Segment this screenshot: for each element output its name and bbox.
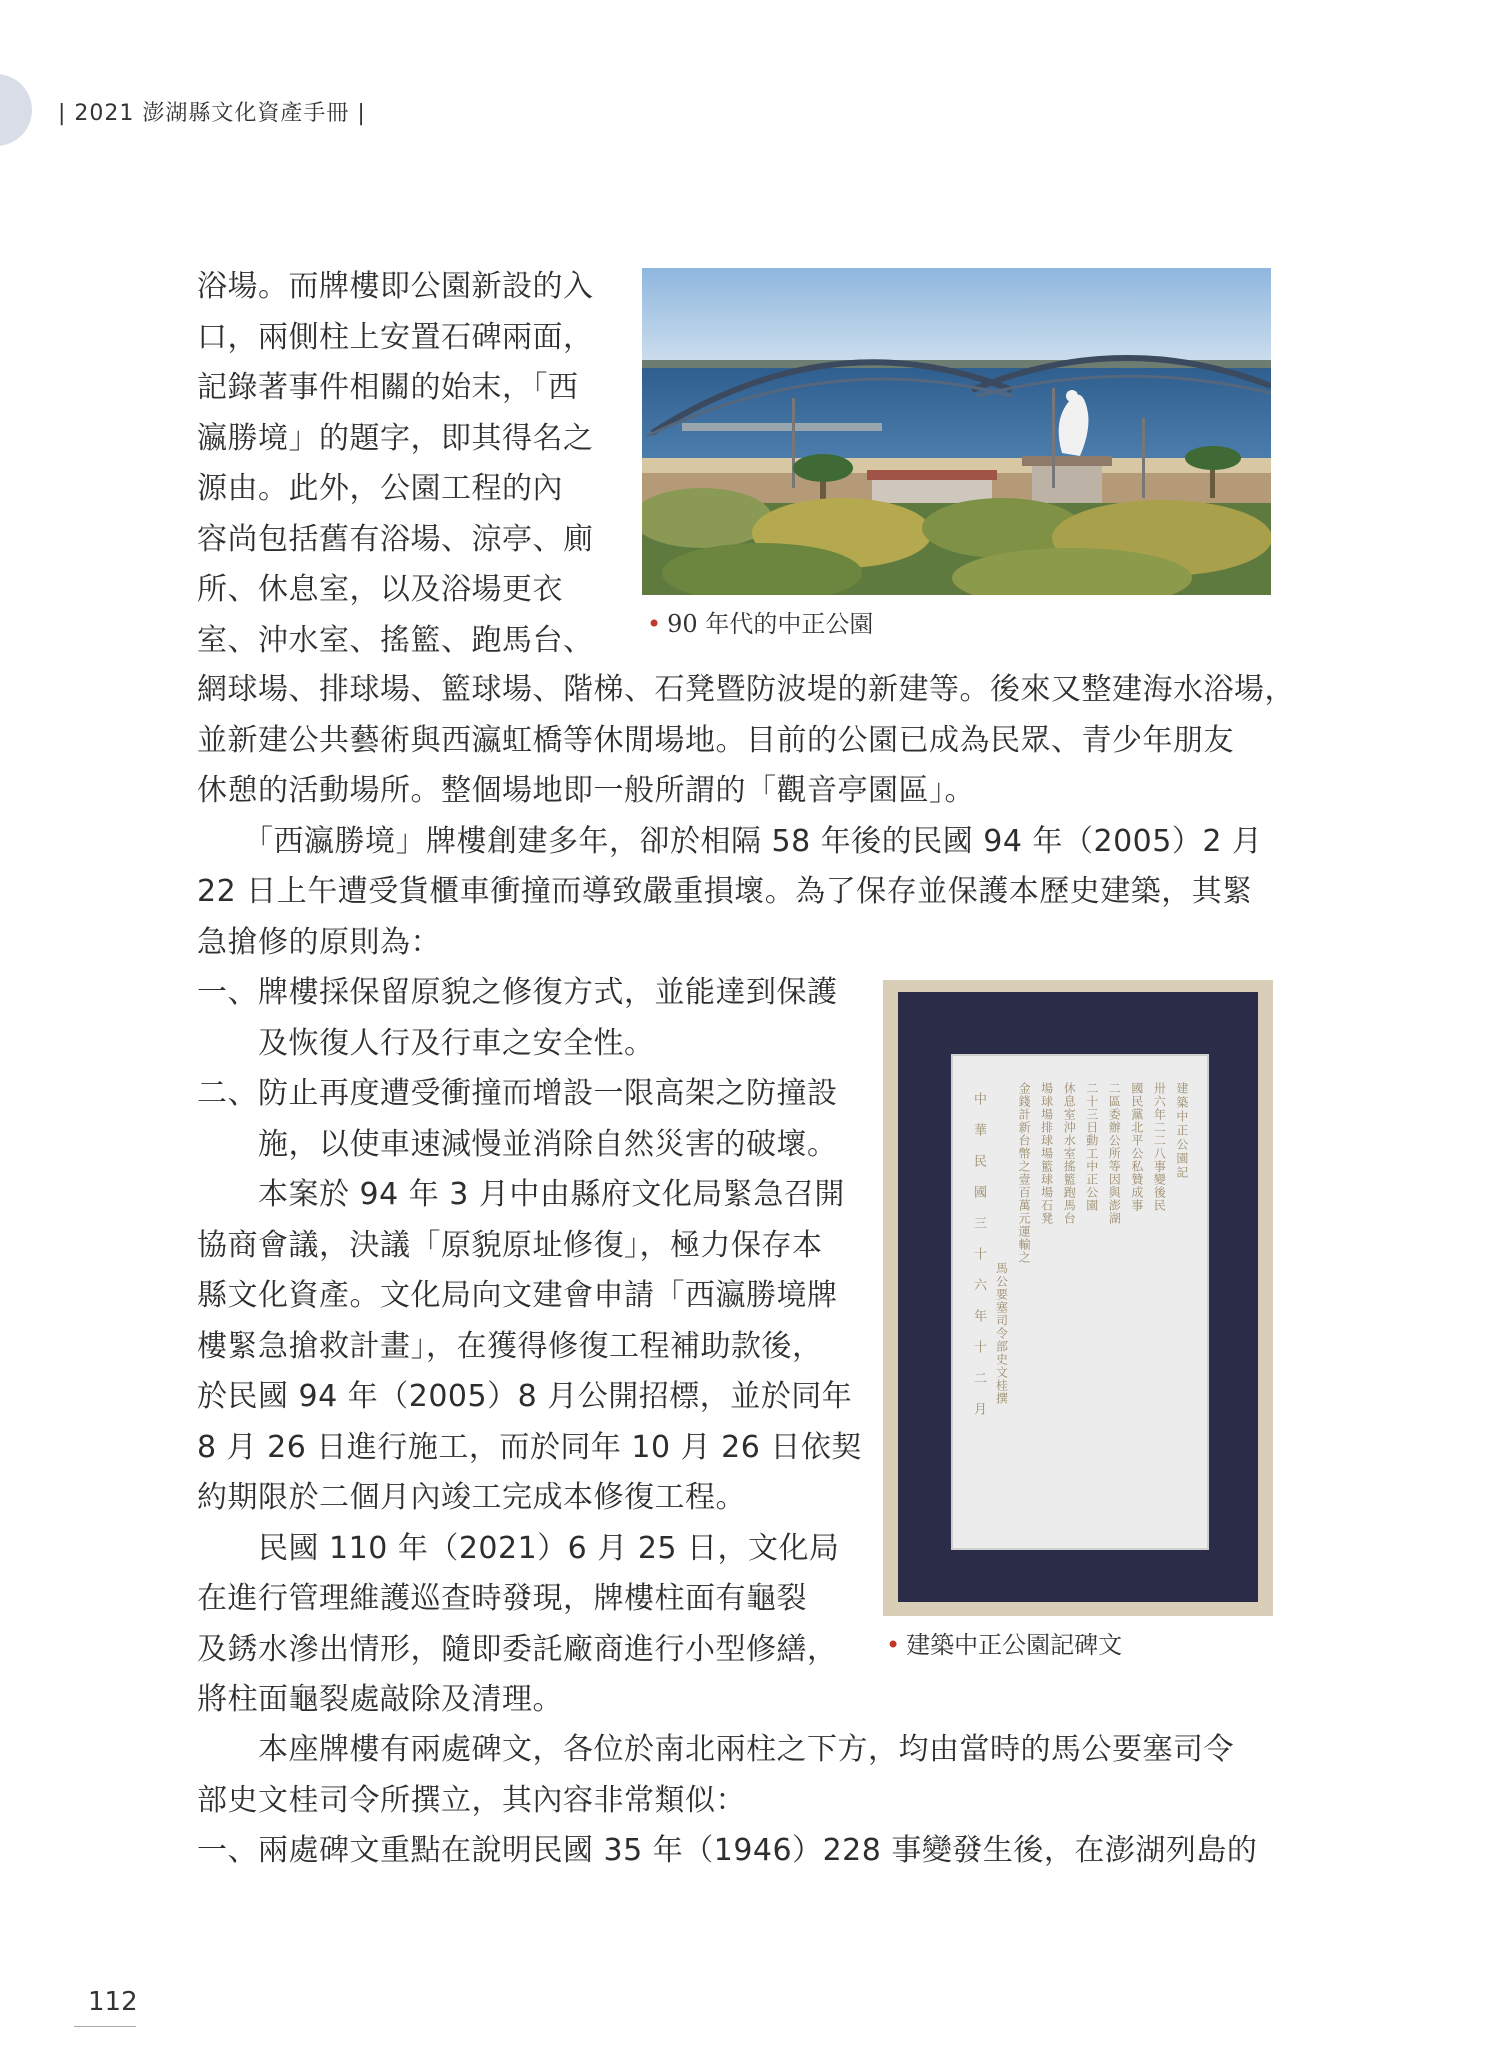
text-line: 部史文桂司令所撰立，其內容非常類似：	[197, 1782, 746, 1818]
text-line: 8 月 26 日進行施工，而於同年 10 月 26 日依契	[197, 1429, 862, 1465]
text-line: 休憩的活動場所。整個場地即一般所謂的「觀音亭園區」。	[197, 773, 975, 808]
inscription-column: 休息室沖水室搖籃跑馬台	[1062, 1082, 1077, 1225]
text-line: 「西瀛勝境」牌樓創建多年，卻於相隔 58 年後的民國 94 年（2005）2 月	[197, 823, 1263, 859]
caption-text: 90 年代的中正公園	[667, 610, 874, 638]
inscription-column: 二十三日動工中正公園	[1084, 1082, 1099, 1212]
text-line: 並新建公共藝術與西瀛虹橋等休閒場地。目前的公園已成為民眾、青少年朋友	[197, 722, 1234, 758]
text-line: 於民國 94 年（2005）8 月公開招標，並於同年	[197, 1379, 853, 1414]
figure-caption	[647, 604, 873, 639]
text-line: 容尚包括舊有浴場、涼亭、廁	[197, 521, 594, 557]
text-line: 網球場、排球場、籃球場、階梯、石凳暨防波堤的新建等。後來又整建海水浴場，	[197, 672, 1295, 707]
bullet-icon: •	[886, 1631, 901, 1659]
text-line: 口，兩側柱上安置石碑兩面，	[197, 319, 594, 355]
text-line: 施，以使車速減慢並消除自然災害的破壞。	[197, 1126, 838, 1162]
text-line: 及銹水滲出情形，隨即委託廠商進行小型修繕，	[197, 1631, 838, 1667]
text-line: 將柱面龜裂處敲除及清理。	[197, 1682, 563, 1717]
text-line: 縣文化資產。文化局向文建會申請「西瀛勝境牌	[197, 1278, 838, 1313]
inscription-column: 卅六年二二八事變後民	[1152, 1082, 1167, 1212]
text-line: 本座牌樓有兩處碑文，各位於南北兩柱之下方，均由當時的馬公要塞司令	[197, 1732, 1234, 1767]
chapter-tab-marker	[0, 74, 32, 146]
text-column-full-bottom	[197, 1725, 1275, 1877]
stele-inscription	[953, 1056, 1207, 1548]
park-photo	[642, 268, 1271, 595]
inscription-column: 建築中正公園記	[1174, 1082, 1189, 1180]
text-line: 樓緊急搶救計畫」，在獲得修復工程補助款後，	[197, 1328, 823, 1364]
running-header: | 2021 澎湖縣文化資產手冊 |	[58, 101, 366, 126]
figure-caption	[886, 1625, 1122, 1660]
text-column-full	[197, 665, 1295, 968]
text-column-medium	[197, 968, 862, 1726]
text-line: 民國 110 年（2021）6 月 25 日，文化局	[197, 1530, 840, 1566]
text-line: 記錄著事件相關的始末，「西	[197, 370, 579, 405]
park-bridge-image	[642, 268, 1271, 595]
inscription-column: 金錢計新台幣之壹百萬元運輸之	[1017, 1082, 1032, 1264]
text-line: 急搶修的原則為：	[197, 924, 441, 960]
text-line: 22 日上午遭受貨櫃車衝撞而導致嚴重損壞。為了保存並保護本歷史建築，其緊	[197, 874, 1253, 909]
text-line: 約期限於二個月內竣工完成本修復工程。	[197, 1480, 746, 1515]
text-line: 瀛勝境」的題字，即其得名之	[197, 420, 594, 456]
text-line: 源由。此外，公園工程的內	[197, 471, 563, 506]
text-line: 一、牌樓採保留原貌之修復方式，並能達到保護	[197, 975, 838, 1010]
inscription-column: 馬公要塞司令部史文桂撰	[994, 1262, 1009, 1405]
stele-photo	[883, 980, 1273, 1616]
text-line: 及恢復人行及行車之安全性。	[197, 1025, 655, 1061]
page-number: 112	[88, 1987, 138, 2017]
text-line: 二、防止再度遭受衝撞而增設一限高架之防撞設	[197, 1076, 838, 1111]
text-line: 室、沖水室、搖籃、跑馬台、	[197, 622, 594, 658]
footer-rule	[74, 2026, 136, 2027]
bullet-icon: •	[647, 610, 662, 638]
stele-tablet	[951, 1054, 1209, 1550]
inscription-column: 場球場排球場籃球場石凳	[1039, 1082, 1054, 1225]
text-line: 協商會議，決議「原貌原址修復」，極力保存本	[197, 1227, 823, 1263]
text-line: 浴場。而牌樓即公園新設的入	[197, 269, 594, 304]
text-line: 本案於 94 年 3 月中由縣府文化局緊急召開	[197, 1177, 845, 1212]
text-line: 所、休息室，以及浴場更衣	[197, 572, 563, 607]
text-column-narrow	[197, 262, 617, 666]
caption-text: 建築中正公園記碑文	[906, 1631, 1123, 1659]
inscription-column: 國民黨北平公私贊成事	[1129, 1082, 1144, 1212]
text-line: 一、兩處碑文重點在說明民國 35 年（1946）228 事變發生後，在澎湖列島的	[197, 1833, 1258, 1868]
inscription-column: 中華民國三十六年十二月	[971, 1092, 986, 1433]
inscription-column: 二區委辦公所等因與澎湖	[1107, 1082, 1122, 1225]
text-line: 在進行管理維護巡查時發現，牌樓柱面有龜裂	[197, 1581, 807, 1616]
